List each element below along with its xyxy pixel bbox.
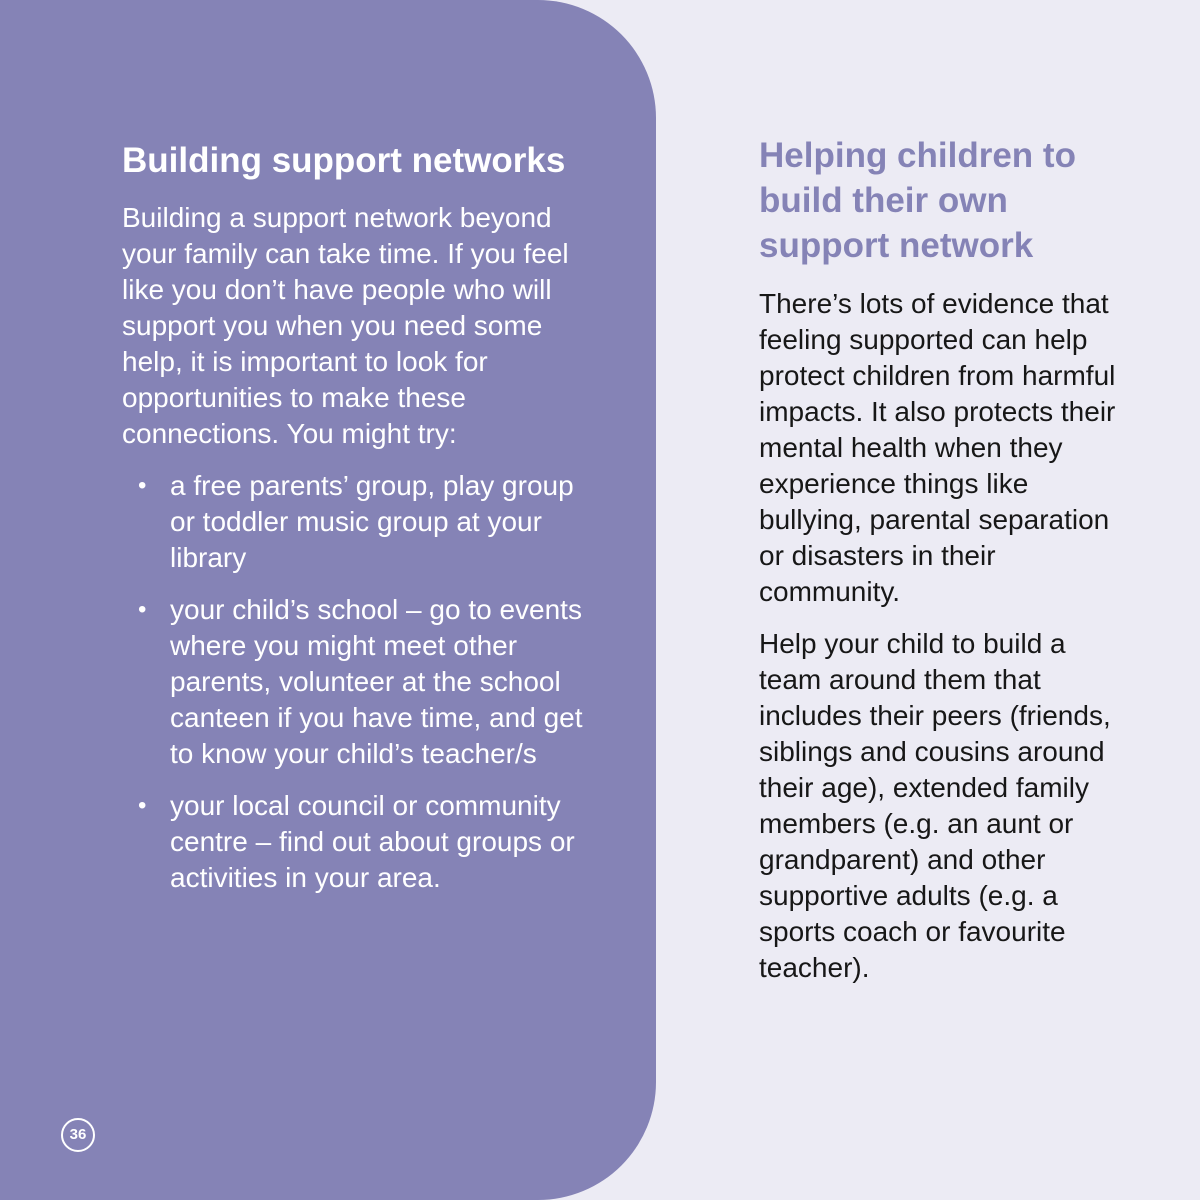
bullet-item — [122, 788, 600, 896]
right-paragraph-1: There’s lots of evidence that feeling supported can help protect children from harmful impacts. It also protects their mental health when they experience things like bullying, parental separation or disasters in their community. — [759, 288, 1116, 607]
left-intro-paragraph: Building a support network beyond your family can take time. If you feel like you don’t have people who will support you when you need some help, it is important to look for opportunities to make these connections. You might try: — [122, 202, 569, 449]
right-content — [759, 133, 1131, 986]
support-suggestions-list — [122, 468, 592, 896]
bullet-text: your child’s school – go to events where you might meet other parents, volunteer at the school canteen if you have time, and get to know your child’s teacher/s — [170, 594, 583, 769]
bullet-text: your local council or community centre – find out about groups or activities in your area. — [170, 790, 575, 893]
right-section-heading: Helping children to build their own support network — [759, 136, 1076, 265]
bullet-text: a free parents’ group, play group or toddler music group at your library — [170, 470, 574, 573]
bullet-item — [122, 592, 600, 772]
bullet-item — [122, 468, 600, 576]
bullet-icon: • — [138, 596, 147, 623]
bullet-icon: • — [138, 792, 147, 819]
left-section-heading: Building support networks — [122, 141, 566, 180]
left-content — [122, 138, 592, 912]
right-paragraph-2: Help your child to build a team around them that includes their peers (friends, siblings and cousins around their age), extended family members (e.g. an aunt or grandparent) and other supportive adults (e.g. a sports coach or favourite teacher). — [759, 628, 1111, 983]
page-number-badge: 36 — [61, 1118, 95, 1152]
bullet-icon: • — [138, 472, 147, 499]
